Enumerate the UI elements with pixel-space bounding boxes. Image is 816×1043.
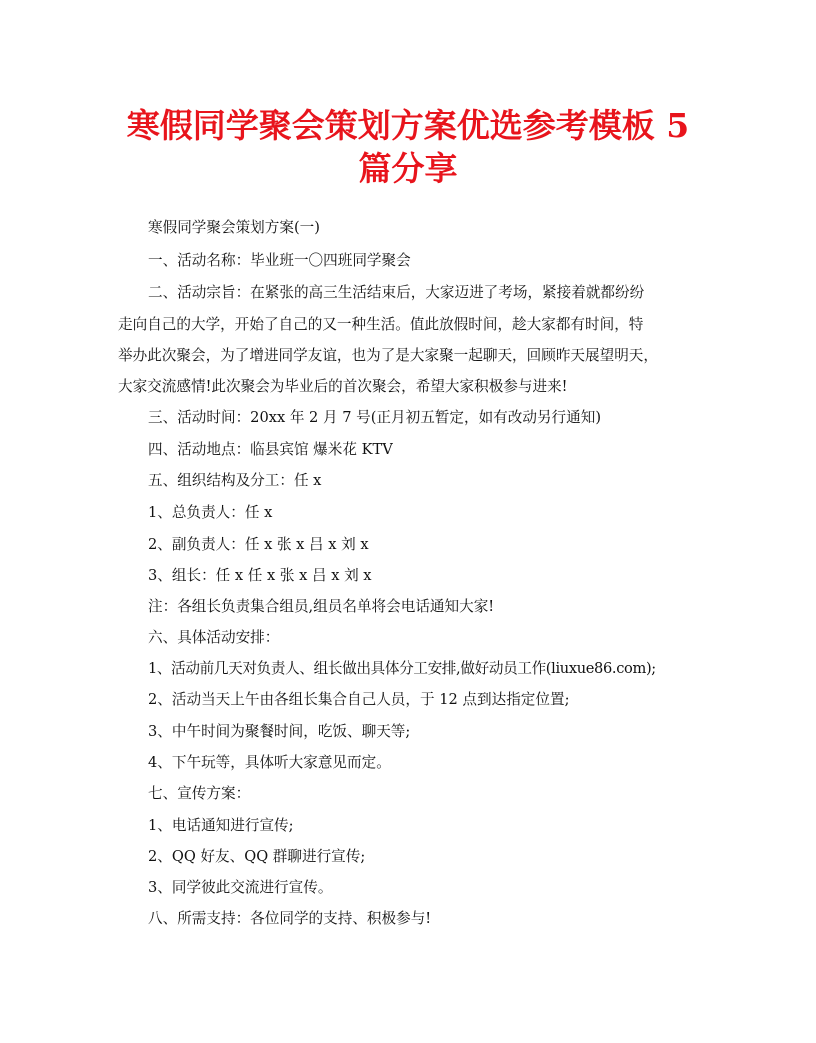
paragraph-line: 六、具体活动安排： (148, 629, 280, 646)
paragraph-line: 2、副负责人：任 x 张 x 吕 x 刘 x (148, 536, 369, 553)
paragraph-line: 2、QQ 好友、QQ 群聊进行宣传; (148, 848, 366, 865)
paragraph-line: 1、活动前几天对负责人、组长做出具体分工安排,做好动员工作(liuxue86.com); (148, 660, 656, 677)
paragraph-line: 一、活动名称：毕业班一〇四班同学聚会 (148, 252, 411, 269)
document-title-line-1: 寒假同学聚会策划方案优选参考模板 5 (126, 106, 690, 145)
paragraph-line: 1、电话通知进行宣传; (148, 817, 294, 834)
paragraph-line: 五、组织结构及分工：任 x (148, 472, 322, 489)
paragraph-line: 走向自己的大学，开始了自己的又一种生活。值此放假时间，趁大家都有时间，特 (118, 316, 644, 333)
paragraph-line: 3、组长：任 x 任 x 张 x 吕 x 刘 x (148, 567, 372, 584)
document-title-line-2: 篇分享 (358, 149, 458, 188)
paragraph-line: 2、活动当天上午由各组长集合自己人员，于 12 点到达指定位置; (148, 691, 570, 708)
paragraph-line: 七、宣传方案： (148, 785, 251, 802)
paragraph-line: 注：各组长负责集合组员,组员名单将会电话通知大家! (148, 598, 495, 615)
paragraph-line: 1、总负责人：任 x (148, 504, 273, 521)
paragraph-line: 三、活动时间：20xx 年 2 月 7 号(正月初五暂定，如有改动另行通知) (148, 409, 602, 426)
paragraph-line: 四、活动地点：临县宾馆 爆米花 KTV (148, 441, 393, 458)
paragraph-line: 二、活动宗旨：在紧张的高三生活结束后，大家迈进了考场，紧接着就都纷纷 (148, 284, 645, 301)
paragraph-line: 八、所需支持：各位同学的支持、积极参与! (148, 910, 432, 927)
paragraph-line: 3、同学彼此交流进行宣传。 (148, 879, 333, 896)
section-heading: 寒假同学聚会策划方案(一) (148, 219, 320, 236)
paragraph-line: 3、中午时间为聚餐时间，吃饭、聊天等; (148, 723, 411, 740)
paragraph-line: 举办此次聚会，为了增进同学友谊，也为了是大家聚一起聊天，回顾昨天展望明天， (118, 347, 658, 364)
paragraph-line: 4、下午玩等，具体听大家意见而定。 (148, 754, 391, 771)
paragraph-line: 大家交流感情!此次聚会为毕业后的首次聚会，希望大家积极参与进来! (118, 378, 568, 395)
